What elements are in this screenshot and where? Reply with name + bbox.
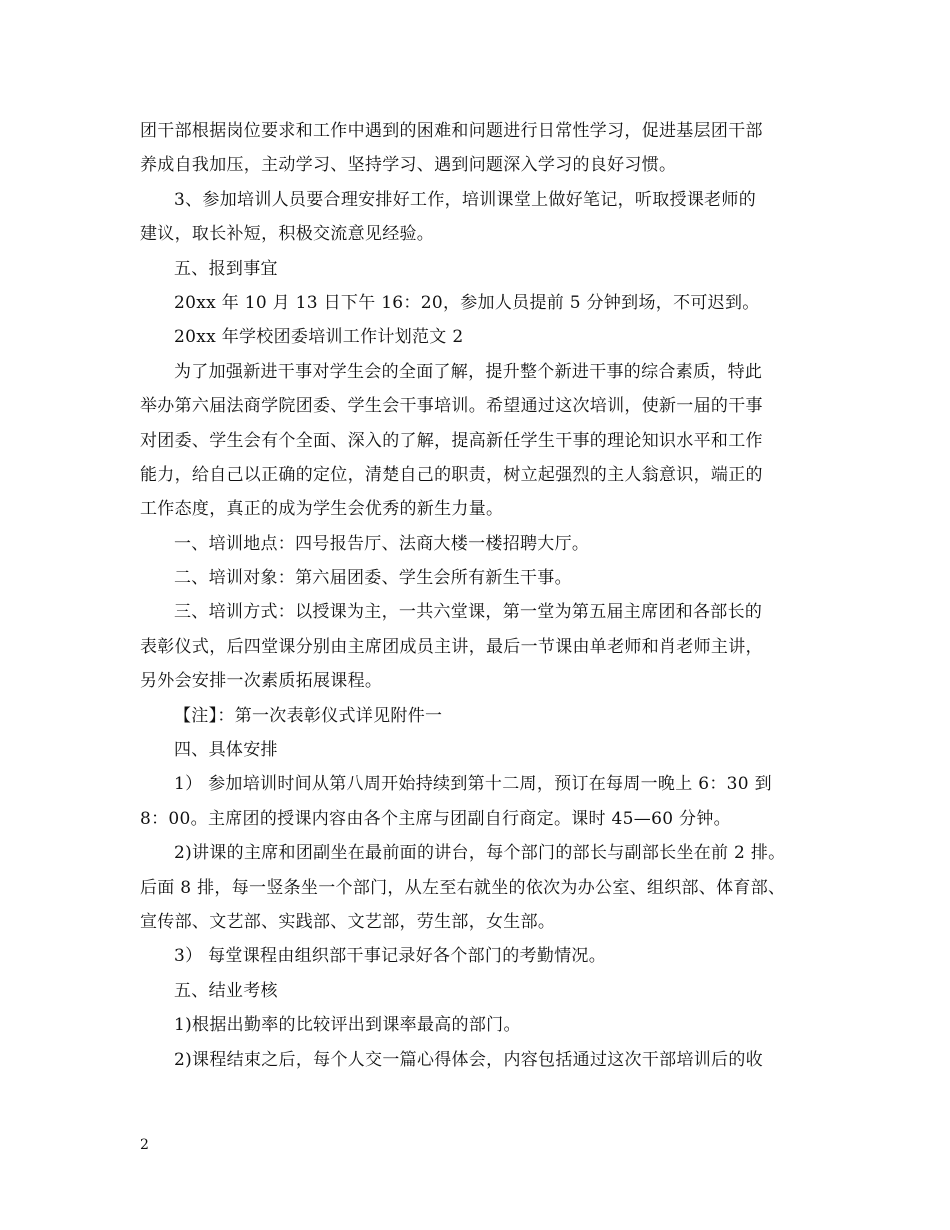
text-line: 建议，取长补短，积极交流意见经验。 <box>140 224 435 245</box>
text-line: 四、具体安排 <box>174 740 278 761</box>
text-line: 二、培训对象：第六届团委、学生会所有新生干事。 <box>174 568 572 589</box>
text-line: 五、结业考核 <box>174 980 278 1001</box>
text-line: 1） 参加培训时间从第八周开始持续到第十二周，预订在每周一晚上 6：30 到 <box>174 774 772 795</box>
text-line: 养成自我加压，主动学习、坚持学习、遇到问题深入学习的良好习惯。 <box>140 155 677 176</box>
text-line: 后面 8 排，每一竖条坐一个部门，从左至右就坐的依次为办公室、组织部、体育部、 <box>140 877 786 898</box>
text-line: 1)根据出勤率的比较评出到课率最高的部门。 <box>174 1015 521 1036</box>
page-number: 2 <box>140 1137 149 1153</box>
text-line: 工作态度，真正的成为学生会优秀的新生力量。 <box>140 499 504 520</box>
text-line: 团干部根据岗位要求和工作中遇到的困难和问题进行日常性学习，促进基层团干部 <box>140 121 763 141</box>
text-line: 【注】：第一次表彰仪式详见附件一 <box>174 705 443 726</box>
text-line: 另外会安排一次素质拓展课程。 <box>140 671 383 692</box>
text-line: 举办第六届法商学院团委、学生会干事培训。希望通过这次培训，使新一届的干事 <box>140 396 763 417</box>
text-line: 3、参加培训人员要合理安排好工作，培训课堂上做好笔记，听取授课老师的 <box>174 189 757 210</box>
text-line: 为了加强新进干事对学生会的全面了解，提升整个新进干事的综合素质，特此 <box>174 361 763 382</box>
document-body <box>140 114 820 1077</box>
text-line: 8：00。主席团的授课内容由各个主席与团副自行商定。课时 45—60 分钟。 <box>140 808 731 829</box>
text-line: 表彰仪式，后四堂课分别由主席团成员主讲，最后一节课由单老师和肖老师主讲， <box>140 636 763 657</box>
text-line: 3） 每堂课程由组织部干事记录好各个部门的考勤情况。 <box>174 946 607 967</box>
text-line: 对团委、学生会有个全面、深入的了解，提高新任学生干事的理论知识水平和工作 <box>140 430 763 451</box>
text-line: 能力，给自己以正确的定位，清楚自己的职责，树立起强烈的主人翁意识，端正的 <box>140 464 763 485</box>
text-line: 五、报到事宜 <box>174 258 278 279</box>
text-line: 20xx 年学校团委培训工作计划范文 2 <box>174 327 464 348</box>
text-line: 20xx 年 10 月 13 日下午 16：20，参加人员提前 5 分钟到场，不可迟到。 <box>174 292 760 313</box>
text-line: 三、培训方式：以授课为主，一共六堂课，第一堂为第五届主席团和各部长的 <box>174 602 763 623</box>
text-line: 2)讲课的主席和团副坐在最前面的讲台，每个部门的部长与副部长坐在前 2 排。 <box>174 843 786 864</box>
text-line: 宣传部、文艺部、实践部、文艺部，劳生部，女生部。 <box>140 911 556 932</box>
text-line: 2)课程结束之后，每个人交一篇心得体会，内容包括通过这次干部培训后的收 <box>174 1049 763 1070</box>
text-line: 一、培训地点：四号报告厅、法商大楼一楼招聘大厅。 <box>174 533 590 554</box>
